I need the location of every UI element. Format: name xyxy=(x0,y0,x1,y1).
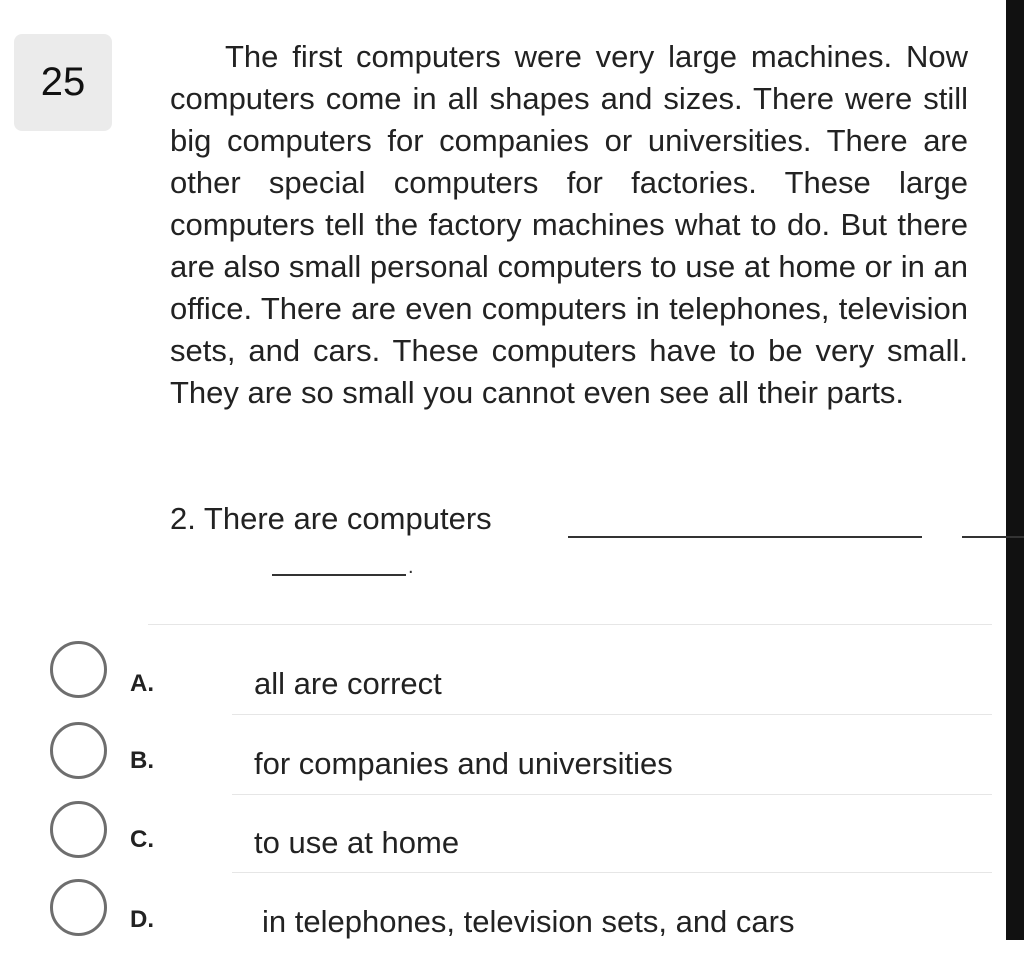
question-number: 25 xyxy=(40,60,86,104)
radio-button[interactable] xyxy=(50,879,107,936)
reading-passage: The first computers were very large machines. Now computers come in all shapes and sizes. There were still big computers for companies or universities. There are other special computers for factories. These large computers tell the factory machines what to do. But there are also small personal computers to use at home or in an office. There are even computers in telephones, television sets, and cars. These computers have to be very small. They are so small you cannot even see all their parts. xyxy=(170,39,968,410)
question-prompt: 2. There are computers xyxy=(170,501,492,536)
screen-edge xyxy=(1006,0,1024,940)
option-text: to use at home xyxy=(254,825,460,860)
question-number-badge xyxy=(14,34,112,131)
option-letter: A. xyxy=(130,670,154,697)
option-letter: B. xyxy=(130,747,154,774)
answer-blank xyxy=(568,536,922,538)
answer-blank xyxy=(962,536,1024,538)
divider xyxy=(148,624,992,625)
divider xyxy=(232,794,992,795)
question-period: . xyxy=(408,556,414,578)
option-d[interactable] xyxy=(0,880,1000,958)
option-text: for companies and universities xyxy=(254,746,673,781)
radio-button[interactable] xyxy=(50,722,107,779)
radio-button[interactable] xyxy=(50,641,107,698)
option-letter: D. xyxy=(130,906,154,933)
option-text: all are correct xyxy=(254,666,442,701)
option-text: in telephones, television sets, and cars xyxy=(262,904,795,939)
divider xyxy=(232,872,992,873)
option-a[interactable] xyxy=(0,646,1000,724)
radio-button[interactable] xyxy=(50,801,107,858)
option-letter: C. xyxy=(130,826,154,853)
divider xyxy=(232,714,992,715)
answer-blank xyxy=(272,574,406,576)
option-b[interactable] xyxy=(0,726,1000,804)
